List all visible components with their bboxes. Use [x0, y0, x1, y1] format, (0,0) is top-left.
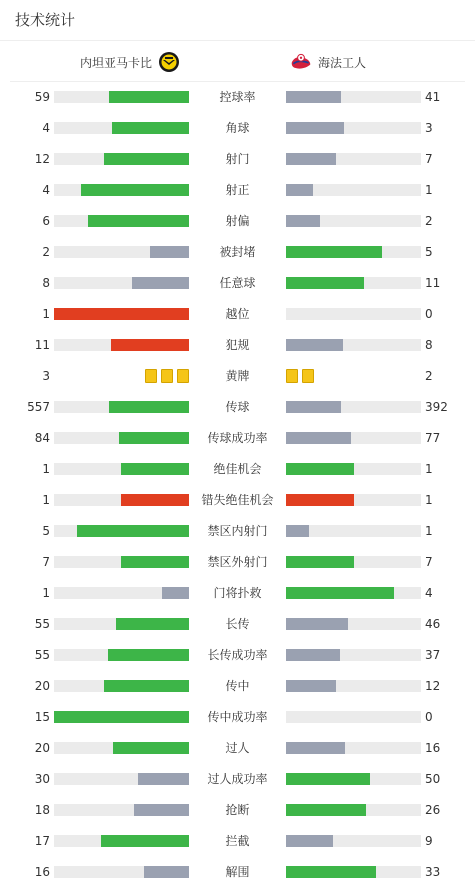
stat-label: 被封堵 [219, 245, 256, 259]
home-stat-bar-track [54, 153, 189, 165]
stat-row [0, 144, 475, 175]
stat-label: 传中 [225, 679, 250, 693]
home-stat-bar-track [54, 525, 189, 537]
stat-row [0, 578, 475, 609]
away-stat-bar-track [286, 680, 421, 692]
yellow-card-icon [161, 369, 173, 383]
away-stat-value: 1 [425, 183, 433, 197]
home-stat-bar [111, 339, 189, 351]
home-stat-bar-track [54, 215, 189, 227]
yellow-card-icon [286, 369, 298, 383]
away-stat-bar [286, 246, 382, 258]
away-stat-value: 1 [425, 493, 433, 507]
home-stat-bar-track [54, 835, 189, 847]
away-stat-value: 4 [425, 586, 433, 600]
stat-label: 抢断 [225, 803, 250, 817]
home-stat-value: 8 [42, 276, 50, 290]
away-stat-value: 1 [425, 462, 433, 476]
home-stat-value: 55 [34, 617, 50, 631]
home-stat-bar [104, 680, 189, 692]
away-stat-bar-track [286, 742, 421, 754]
stat-label: 控球率 [219, 90, 256, 104]
home-stat-value: 4 [42, 121, 50, 135]
away-stat-value: 46 [425, 617, 441, 631]
away-stat-bar-track [286, 246, 421, 258]
home-stat-bar [81, 184, 189, 196]
stat-row [0, 640, 475, 671]
stat-row [0, 516, 475, 547]
home-stat-value: 7 [42, 555, 50, 569]
away-stat-bar [286, 649, 340, 661]
away-stat-bar [286, 277, 364, 289]
home-stat-value: 20 [34, 741, 50, 755]
home-stat-bar [101, 835, 189, 847]
home-stat-value: 30 [34, 772, 50, 786]
stat-row [0, 361, 475, 392]
away-stat-value: 16 [425, 741, 441, 755]
away-stat-bar [286, 742, 345, 754]
stat-row [0, 82, 475, 113]
away-stat-bar-track [286, 525, 421, 537]
hapoel-haifa-crest-icon [290, 51, 312, 73]
away-team-name: 海法工人 [318, 55, 367, 70]
away-stat-bar [286, 773, 370, 785]
home-stat-bar [113, 742, 189, 754]
stat-row [0, 857, 475, 888]
away-stat-bar [286, 463, 354, 475]
stat-row [0, 268, 475, 299]
stat-label: 绝佳机会 [213, 462, 262, 476]
away-stat-bar [286, 556, 354, 568]
home-stat-bar-track [54, 587, 189, 599]
home-stat-bar [162, 587, 189, 599]
away-stat-value: 50 [425, 772, 441, 786]
away-stat-value: 0 [425, 307, 433, 321]
away-stat-value: 5 [425, 245, 433, 259]
home-stat-value: 1 [42, 307, 50, 321]
home-stat-bar [134, 804, 189, 816]
home-stat-bar [121, 463, 189, 475]
stat-label: 任意球 [219, 276, 256, 290]
home-stat-value: 3 [42, 369, 50, 383]
stat-row [0, 733, 475, 764]
home-stat-bar-track [54, 401, 189, 413]
away-stat-bar-track [286, 866, 421, 878]
away-stat-value: 7 [425, 555, 433, 569]
away-stat-bar-track [286, 587, 421, 599]
yellow-card-icon [177, 369, 189, 383]
stat-label: 黄牌 [225, 369, 250, 383]
home-stat-value: 55 [34, 648, 50, 662]
away-stat-bar-track [286, 122, 421, 134]
away-stat-bar-track [286, 494, 421, 506]
away-stat-bar-track [286, 463, 421, 475]
stat-row [0, 547, 475, 578]
away-stat-bar [286, 215, 320, 227]
away-stat-bar-track [286, 649, 421, 661]
yellow-card-icon [302, 369, 314, 383]
home-stat-value: 1 [42, 586, 50, 600]
stat-label: 越位 [225, 307, 250, 321]
yellow-card-icon [145, 369, 157, 383]
stat-label: 错失绝佳机会 [201, 493, 274, 507]
home-stat-bar [132, 277, 189, 289]
home-stat-value: 18 [34, 803, 50, 817]
stat-row [0, 206, 475, 237]
home-stat-bar [150, 246, 189, 258]
stat-label: 传中成功率 [207, 710, 268, 724]
stat-row [0, 113, 475, 144]
stat-row [0, 485, 475, 516]
home-stat-bar [116, 618, 189, 630]
home-stat-bar-track [54, 742, 189, 754]
away-stat-bar [286, 401, 341, 413]
away-stat-value: 2 [425, 214, 433, 228]
home-stat-value: 12 [34, 152, 50, 166]
home-stat-bar-track [54, 277, 189, 289]
stat-label: 射门 [225, 152, 250, 166]
home-stat-bar [109, 401, 189, 413]
home-stat-bar-track [54, 494, 189, 506]
home-stat-bar [104, 153, 189, 165]
away-stat-bar [286, 339, 343, 351]
stat-row [0, 795, 475, 826]
away-stat-bar [286, 91, 341, 103]
home-stat-value: 2 [42, 245, 50, 259]
home-stat-value: 6 [42, 214, 50, 228]
home-stat-bar-track [54, 649, 189, 661]
stat-label: 过人 [225, 741, 250, 755]
away-stat-bar [286, 432, 351, 444]
home-stat-bar-track [54, 680, 189, 692]
stat-row [0, 826, 475, 857]
maccabi-netanya-crest-icon [158, 51, 180, 73]
home-stat-bar [77, 525, 189, 537]
stat-row [0, 764, 475, 795]
away-stat-bar-track [286, 184, 421, 196]
home-stat-bar [144, 866, 189, 878]
stat-label: 犯规 [225, 338, 250, 352]
away-stat-value: 11 [425, 276, 441, 290]
home-stat-bar [138, 773, 189, 785]
home-stat-bar [112, 122, 189, 134]
away-stat-value: 37 [425, 648, 441, 662]
away-stat-value: 33 [425, 865, 441, 879]
stat-row [0, 237, 475, 268]
away-stat-bar [286, 587, 394, 599]
home-stat-value: 17 [34, 834, 50, 848]
home-stat-bar-track [54, 184, 189, 196]
home-stat-bar [121, 494, 189, 506]
home-stat-value: 4 [42, 183, 50, 197]
away-stat-value: 12 [425, 679, 441, 693]
home-stat-value: 5 [42, 524, 50, 538]
home-stat-bar-track [54, 339, 189, 351]
home-stat-value: 20 [34, 679, 50, 693]
away-stat-value: 392 [425, 400, 448, 414]
stat-label: 角球 [225, 121, 250, 135]
home-stat-bar-track [54, 556, 189, 568]
away-stat-bar-track [286, 618, 421, 630]
away-stat-bar [286, 122, 344, 134]
home-stat-bar-track [54, 773, 189, 785]
home-stat-value: 557 [27, 400, 50, 414]
stat-label: 射偏 [225, 214, 250, 228]
home-stat-bar-track [54, 804, 189, 816]
home-team-name: 内坦亚马卡比 [79, 55, 152, 70]
away-stat-bar [286, 184, 313, 196]
stat-label: 射正 [225, 183, 250, 197]
away-stat-bar [286, 153, 336, 165]
home-stat-value: 1 [42, 493, 50, 507]
stat-label: 禁区外射门 [207, 555, 268, 569]
home-stat-bar [54, 711, 189, 723]
home-stat-value: 84 [34, 431, 50, 445]
away-stat-bar-track [286, 401, 421, 413]
stat-row [0, 671, 475, 702]
away-stat-value: 3 [425, 121, 433, 135]
home-stat-value: 15 [34, 710, 50, 724]
stat-label: 禁区内射门 [207, 524, 268, 538]
stat-row [0, 175, 475, 206]
away-stat-bar [286, 680, 336, 692]
home-stat-bar-track [54, 432, 189, 444]
home-stat-value: 16 [34, 865, 50, 879]
away-stat-bar-track [286, 91, 421, 103]
away-stat-bar-track [286, 277, 421, 289]
stat-label: 传球成功率 [207, 431, 268, 445]
stat-label: 过人成功率 [207, 772, 268, 786]
stat-label: 拦截 [225, 834, 250, 848]
away-stat-bar [286, 525, 309, 537]
away-stat-value: 2 [425, 369, 433, 383]
away-stat-bar-track [286, 773, 421, 785]
away-stat-value: 1 [425, 524, 433, 538]
away-team[interactable] [290, 51, 366, 73]
away-stat-value: 26 [425, 803, 441, 817]
away-stat-bar-track [286, 835, 421, 847]
home-stat-bar [88, 215, 189, 227]
stat-row [0, 299, 475, 330]
stat-row [0, 330, 475, 361]
away-stat-bar-track [286, 215, 421, 227]
home-stat-bar-track [54, 246, 189, 258]
home-stat-bar-track [54, 711, 189, 723]
away-stat-value: 77 [425, 431, 441, 445]
away-stat-value: 8 [425, 338, 433, 352]
away-stat-bar [286, 866, 376, 878]
away-stat-bar-track [286, 308, 421, 320]
away-stat-bar-track [286, 339, 421, 351]
away-stat-value: 41 [425, 90, 441, 104]
home-stat-bar-track [54, 618, 189, 630]
stat-row [0, 702, 475, 733]
stat-row [0, 423, 475, 454]
home-stat-bar-track [54, 866, 189, 878]
stat-row [0, 392, 475, 423]
away-stat-bar [286, 618, 348, 630]
home-stat-bar [54, 308, 189, 320]
home-stat-value: 1 [42, 462, 50, 476]
away-stat-bar [286, 494, 354, 506]
stat-label: 传球 [225, 400, 250, 414]
home-stat-bar-track [54, 308, 189, 320]
stat-label: 解围 [225, 865, 250, 879]
home-yellow-cards [145, 369, 189, 383]
away-stat-value: 9 [425, 834, 433, 848]
away-stat-bar-track [286, 804, 421, 816]
away-stat-value: 0 [425, 710, 433, 724]
home-stat-bar [108, 649, 189, 661]
home-stat-bar-track [54, 122, 189, 134]
home-stat-bar [119, 432, 189, 444]
away-stat-bar-track [286, 153, 421, 165]
away-stat-bar-track [286, 556, 421, 568]
away-stat-value: 7 [425, 152, 433, 166]
home-team[interactable] [80, 51, 180, 73]
page-title: 技术统计 [0, 0, 475, 41]
home-stat-bar-track [54, 91, 189, 103]
away-stat-bar [286, 835, 333, 847]
home-stat-bar [109, 91, 189, 103]
home-stat-value: 59 [34, 90, 50, 104]
away-yellow-cards [286, 369, 314, 383]
stat-label: 门将扑救 [213, 586, 262, 600]
home-stat-value: 11 [34, 338, 50, 352]
stat-row [0, 454, 475, 485]
home-stat-bar-track [54, 463, 189, 475]
away-stat-bar-track [286, 711, 421, 723]
away-stat-bar-track [286, 432, 421, 444]
stat-label: 长传 [225, 617, 250, 631]
stat-row [0, 609, 475, 640]
away-stat-bar [286, 804, 366, 816]
home-stat-bar [121, 556, 189, 568]
team-header [10, 41, 465, 82]
stat-label: 长传成功率 [207, 648, 268, 662]
